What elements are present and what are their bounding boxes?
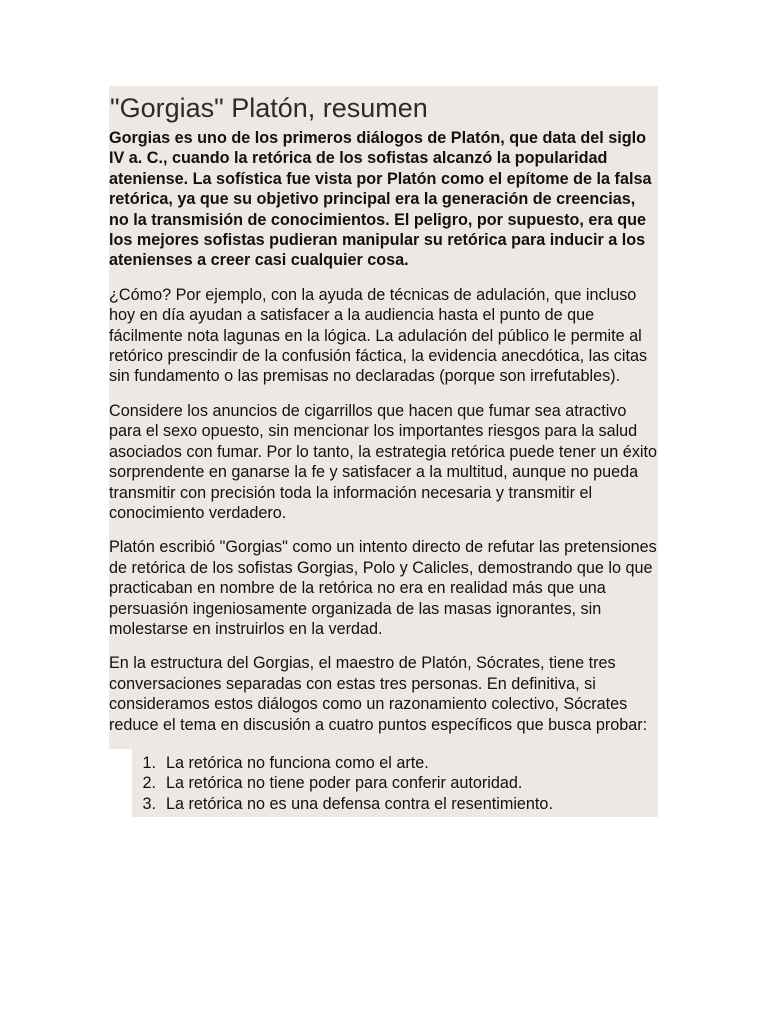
- lead-paragraph: Gorgias es uno de los primeros diálogos de Platón, que data del siglo IV a. C., cuando la retórica de los sofistas alcanzó la popularidad ateniense. La sofística fue vista por Platón como el epítome de la falsa retórica, ya que su objetivo principal era la generación de creencias, no la transmisión de conocimientos. El peligro, por supuesto, era que los mejores sofistas pudieran manipular su retórica para inducir a los atenienses a creer casi cualquier cosa.: [109, 129, 652, 270]
- list-item: [132, 753, 658, 773]
- document-body: [109, 86, 658, 817]
- paragraph-4: En la estructura del Gorgias, el maestro de Platón, Sócrates, tiene tres conversaciones separadas con estas tres personas. En definitiva, si consideramos estos diálogos como un razonamiento colectivo, Sócrates reduce el tema en discusión a cuatro puntos específicos que busca probar:: [109, 654, 648, 734]
- list-item-number: 1.: [142, 753, 156, 772]
- paragraph-3: Platón escribió "Gorgias" como un intento directo de refutar las pretensiones de retórica de los sofistas Gorgias, Polo y Calicles, demostrando que lo que practicaban en nombre de la retórica no era en realidad más que una persuasión ingeniosamente organizada de las masas ignorantes, sin molestarse en instruirlos en la verdad.: [109, 538, 657, 638]
- list-item: [132, 773, 658, 793]
- points-list-block: [132, 749, 658, 817]
- list-item-text: La retórica no funciona como el arte.: [166, 753, 429, 772]
- paragraph-2: Considere los anuncios de cigarrillos que hacen que fumar sea atractivo para el sexo opuesto, sin mencionar los importantes riesgos para la salud asociados con fumar. Por lo tanto, la estrategia retórica puede tener un éxito sorprendente en ganarse la fe y satisfacer a la multitud, aunque no pueda transmitir con precisión toda la información necesaria y transmitir el conocimiento verdadero.: [109, 401, 658, 522]
- points-list: [132, 753, 658, 814]
- list-item-text: La retórica no es una defensa contra el resentimiento.: [166, 794, 553, 813]
- highlighted-text-block: [109, 86, 658, 749]
- list-item-text: La retórica no tiene poder para conferir autoridad.: [166, 774, 523, 793]
- paragraph-1: ¿Cómo? Por ejemplo, con la ayuda de técnicas de adulación, que incluso hoy en día ayudan a satisfacer a la audiencia hasta el punto de que fácilmente nota lagunas en la lógica. La adulación del público le permite al retórico prescindir de la confusión fáctica, la evidencia anecdótica, las citas sin fundamento o las premisas no declaradas (porque son irrefutables).: [109, 285, 648, 386]
- list-item-number: 2.: [142, 774, 156, 793]
- document-title: "Gorgias" Platón, resumen: [110, 93, 428, 123]
- list-item-number: 3.: [142, 794, 156, 813]
- list-item: [132, 794, 658, 814]
